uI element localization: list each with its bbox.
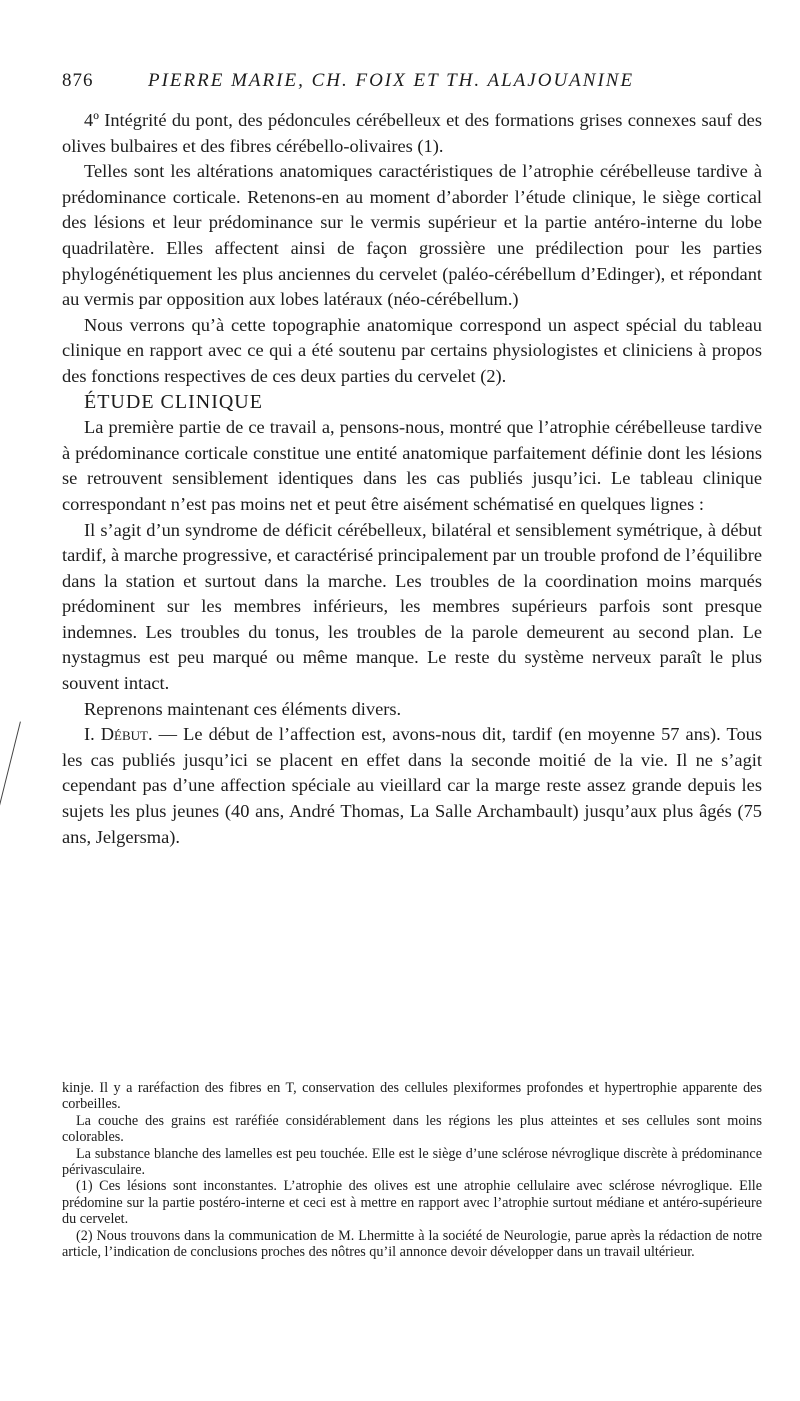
footnotes (62, 1080, 762, 1260)
page-header (62, 70, 762, 94)
running-title: PIERRE MARIE, CH. FOIX ET TH. ALAJOUANINE (148, 70, 635, 91)
section-title: ÉTUDE CLINIQUE (84, 390, 263, 413)
footnote-1: (1) Ces lésions sont inconstantes. L’atrophie des olives est une atrophie cellulaire avec sclérose névroglique. Elle prédomine sur la partie postéro-interne et ceci est à mettre en rapport avec l’atrophie surtout médiane et antéro-supérieure du cervelet. (62, 1178, 762, 1228)
footnote-continuation: kinje. Il y a raréfaction des fibres en T, conservation des cellules plexiformes profondes et hypertrophie apparente des corbeilles. (62, 1080, 762, 1113)
paragraph-syndrome: Il s’agit d’un syndrome de déficit cérébelleux, bilatéral et sensiblement symétrique, à début tardif, à marche progressive, et caractérisé principalement par un trouble profond de l’équilibre dans la station et surtout dans la marche. Les troubles de la coordination moins marqués prédominent sur les membres inférieurs, les membres supérieurs parfois sont presque indemnes. Les troubles du tonus, les troubles de la parole demeurent au second plan. Le nystagmus est peu marqué ou même manque. Le reste du système nerveux paraît le plus souvent intact. (62, 519, 762, 694)
debut-heading: I. Début. (84, 724, 153, 745)
footnote-white-matter: La substance blanche des lamelles est peu touchée. Elle est le siège d’une sclérose névroglique discrète à prédominance périvasculaire. (62, 1145, 762, 1179)
paragraph-topography: Nous verrons qu’à cette topographie anatomique correspond un aspect spécial du tableau clinique en rapport avec ce qui a été soutenu par certains physiologistes et cliniciens à propos des fonctions respectives de ces deux parties du cervelet (2). (62, 314, 762, 386)
debut-text: — Le début de l’affection est, avons-nous dit, tardif (en moyenne 57 ans). Tous les cas publiés jusqu’ici se placent en effet dans la seconde moitié de la vie. Il ne s’agit cependant pas d’une affection spéciale au vieillard car la marge reste assez grande depuis les sujets les plus jeunes (40 ans, André Thomas, La Salle Archambault) jusqu’aux plus âgés (75 ans, Jelgersma). (62, 724, 762, 847)
paragraph-clinical-intro: La première partie de ce travail a, pensons-nous, montré que l’atrophie cérébelleuse tardive à prédominance corticale constitue une entité anatomique parfaitement définie dont les lésions se retrouvent sensiblement identiques dans les cas publiés jusqu’ici. Le tableau clinique correspondant n’est pas moins net et peut être aisément schématisé en quelques lignes : (62, 417, 762, 514)
body-text (62, 108, 762, 850)
paragraph-anatomical-summary: Telles sont les altérations anatomiques caractéristiques de l’atrophie cérébelleuse tardive à prédominance corticale. Retenons-en au moment d’aborder l’étude clinique, le siège cortical des lésions et leur prédominance sur le vermis supérieur et la partie antéro-interne du lobe quadrilatère. Elles affectent ainsi de façon grossière une prédilection pour les parties phylogénétiquement les plus anciennes du cervelet (paléo-cérébellum d’Edinger), et répondant au vermis par opposition aux lobes latéraux (néo-cérébellum.) (62, 161, 762, 310)
page-number: 876 (62, 70, 94, 91)
margin-pencil-mark (0, 722, 21, 834)
paragraph-resume: Reprenons maintenant ces éléments divers. (84, 698, 402, 719)
footnote-grains: La couche des grains est raréfiée considérablement dans les régions les plus atteintes et ses cellules sont moins colorables. (62, 1112, 762, 1146)
paragraph-integrity: 4º Intégrité du pont, des pédoncules cérébelleux et des formations grises connexes sauf des olives bulbaires et des fibres cérébello-olivaires (1). (62, 110, 762, 156)
footnote-2: (2) Nous trouvons dans la communication de M. Lhermitte à la société de Neurologie, parue après la rédaction de notre article, l’indication de conclusions proches des nôtres qu’il annonce devoir développer dans un travail ultérieur. (62, 1227, 762, 1261)
paragraph-debut (62, 722, 762, 850)
